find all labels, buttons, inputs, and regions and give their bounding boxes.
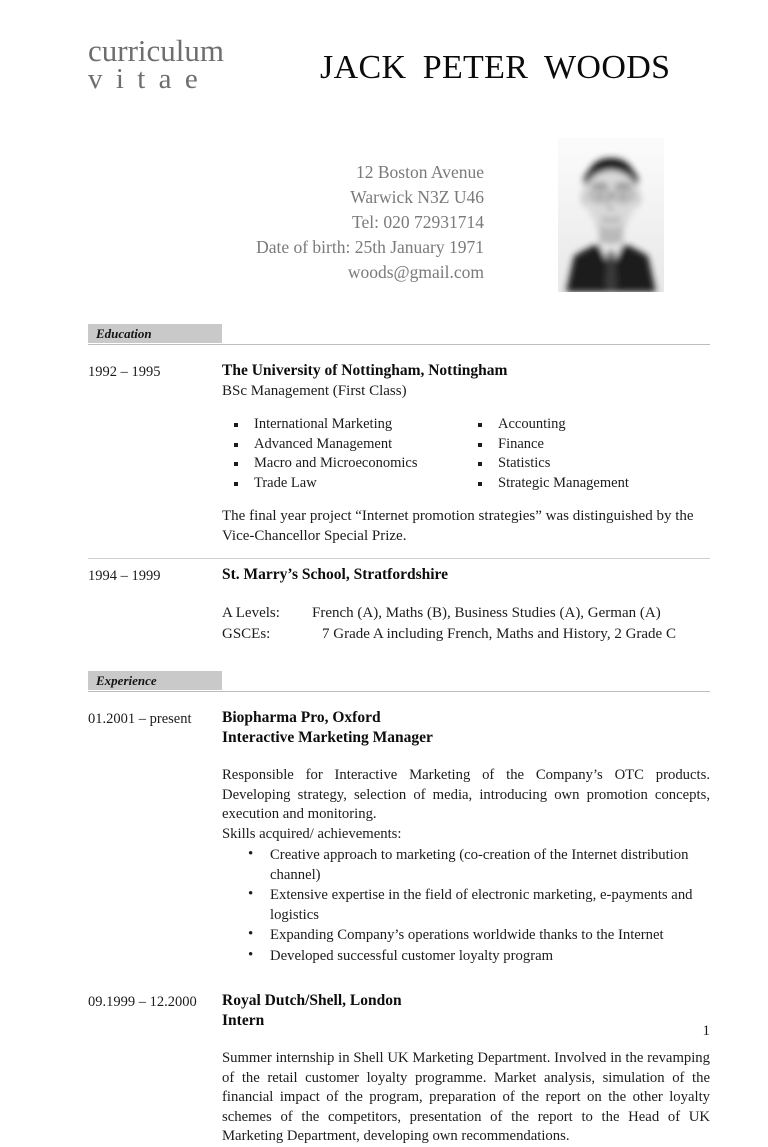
masthead xyxy=(88,0,710,112)
education-entry xyxy=(88,559,710,645)
subject-column-right xyxy=(466,415,710,493)
section-title: Experience xyxy=(88,671,222,690)
contact-block xyxy=(144,160,484,285)
entry-organization: St. Marry’s School, Stratfordshire xyxy=(222,566,449,583)
subject-list-left xyxy=(222,415,466,493)
section-experience xyxy=(88,671,710,1147)
entry-dates: 09.1999 – 12.2000 xyxy=(88,994,197,1010)
contact-row xyxy=(88,134,710,324)
entry-subheading: Skills acquired/ achievements: xyxy=(222,825,402,842)
education-entry xyxy=(88,355,710,546)
page-title: JACK PETER WOODS xyxy=(320,49,671,86)
section-rule xyxy=(88,344,710,345)
contact-date-of-birth: Date of birth: 25th January 1971 xyxy=(256,237,484,257)
contact-address-1: 12 Boston Avenue xyxy=(355,162,484,182)
entry-role: Interactive Marketing Manager xyxy=(222,729,433,746)
section-education xyxy=(88,324,710,645)
entry-description: Summer internship in Shell UK Marketing Department. Involved in the revamping of the retail customer loyalty programme. Market analysis, simulation of the financial impact of the program, preparation of the report on the other loyalty schemes of the competitors, presentation of the report to the Head of UK Marketing Department, developing own recommendations. xyxy=(222,1050,710,1144)
entry-description: Responsible for Interactive Marketing of the Company’s OTC products. Developing strategy, selection of media, introducing own promotion concepts, execution and monitoring. xyxy=(222,767,710,822)
grades-table xyxy=(222,603,710,645)
contact-email: woods@gmail.com xyxy=(347,262,484,282)
section-title: Education xyxy=(88,324,222,343)
list-item: Advanced Management xyxy=(222,435,466,455)
subject-list-right xyxy=(466,415,710,493)
entry-organization: Royal Dutch/Shell, London xyxy=(222,992,402,1009)
list-item: Strategic Management xyxy=(466,474,710,494)
entry-body xyxy=(222,991,710,1147)
curriculum-word: curriculum xyxy=(88,33,225,68)
list-item: • Expanding Company’s operations worldwide thanks to the Internet xyxy=(222,926,710,946)
entry-note: The final year project “Internet promotion strategies” was distinguished by the Vice-Chancellor Special Prize. xyxy=(222,508,694,544)
contact-address-2: Warwick N3Z U46 xyxy=(350,187,484,207)
grade-value: French (A), Maths (B), Business Studies (A), German (A) xyxy=(312,605,661,621)
entry-body xyxy=(222,565,710,645)
list-item: • Creative approach to marketing (co-creation of the Internet distribution channel) xyxy=(222,846,710,885)
experience-entry xyxy=(88,985,710,1147)
entry-dates: 01.2001 – present xyxy=(88,711,192,727)
list-item: Accounting xyxy=(466,415,710,435)
entry-body xyxy=(222,361,710,546)
list-item: Macro and Microeconomics xyxy=(222,454,466,474)
table-row xyxy=(222,624,710,645)
entry-dates: 1994 – 1999 xyxy=(88,568,161,584)
grade-label: A Levels: xyxy=(222,605,280,621)
entry-role: Intern xyxy=(222,1012,265,1029)
vitae-word: vitae xyxy=(88,63,212,95)
list-item: International Marketing xyxy=(222,415,466,435)
entry-organization: The University of Nottingham, Nottingham xyxy=(222,362,508,379)
list-item: • Developed successful customer loyalty program xyxy=(222,947,710,967)
grade-value: 7 Grade A including French, Maths and History, 2 Grade C xyxy=(322,626,676,642)
subject-columns xyxy=(222,415,710,493)
avatar xyxy=(558,138,664,292)
list-item: Finance xyxy=(466,435,710,455)
section-rule xyxy=(88,691,710,692)
list-item: Statistics xyxy=(466,454,710,474)
entry-dates: 1992 – 1995 xyxy=(88,364,161,380)
table-row xyxy=(222,603,710,624)
curriculum-vitae-label xyxy=(88,33,225,95)
list-item: • Extensive expertise in the field of electronic marketing, e-payments and logistics xyxy=(222,886,710,925)
subject-column-left xyxy=(222,415,466,493)
section-header-education xyxy=(88,324,710,343)
contact-phone: Tel: 020 72931714 xyxy=(352,212,484,232)
entry-degree: BSc Management (First Class) xyxy=(222,383,407,399)
entry-organization: Biopharma Pro, Oxford xyxy=(222,709,381,726)
entry-body xyxy=(222,708,710,967)
list-item: Trade Law xyxy=(222,474,466,494)
achievements-list xyxy=(222,846,710,966)
page-number: 1 xyxy=(702,1023,710,1039)
section-header-experience xyxy=(88,671,710,690)
portrait-photo-icon xyxy=(558,138,664,292)
grade-label: GSCEs: xyxy=(222,626,271,642)
experience-entry xyxy=(88,702,710,967)
